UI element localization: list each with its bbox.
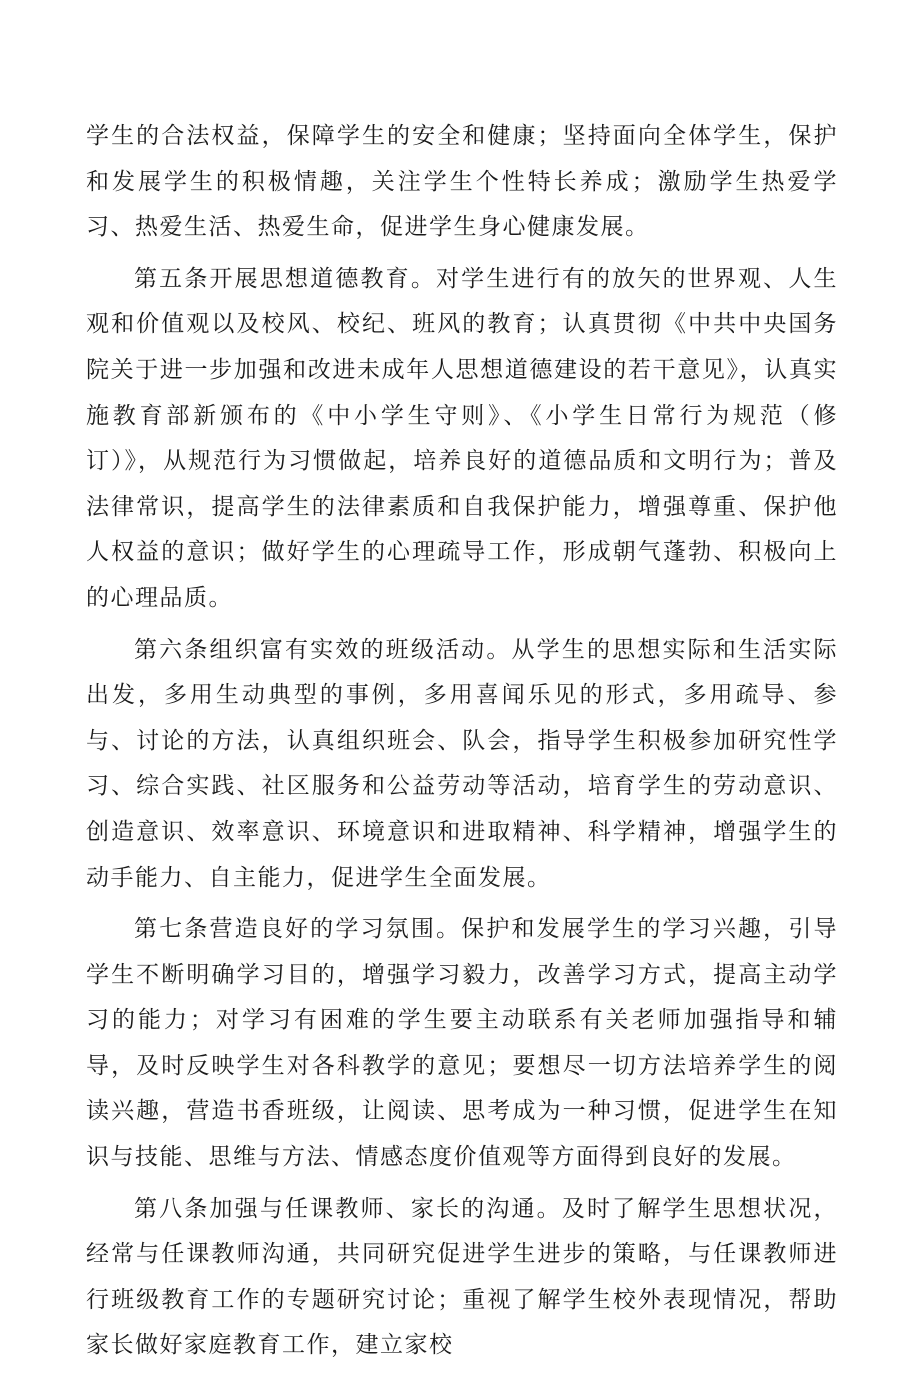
paragraph-article-5: 第五条开展思想道德教育。对学生进行有的放矢的世界观、人生观和价值观以及校风、校纪、班风的教育；认真贯彻《中共中央国务院关于进一步加强和改进未成年人思想道德建设的若干意见》，认真实施教育部新颁布的《中小学生守则》、《小学生日常行为规范（修订）》，从规范行为习惯做起，培养良好的道德品质和文明行为；普及法律常识，提高学生的法律素质和自我保护能力，增强尊重、保护他人权益的意识；做好学生的心理疏导工作，形成朝气蓬勃、积极向上的心理品质。: [86, 265, 838, 611]
paragraph-1-continued: 学生的合法权益，保障学生的安全和健康；坚持面向全体学生，保护和发展学生的积极情趣，关注学生个性特长养成；激励学生热爱学习、热爱生活、热爱生命，促进学生身心健康发展。: [86, 123, 838, 241]
document-page: [86, 114, 838, 1375]
paragraph-article-7: 第七条营造良好的学习氛围。保护和发展学生的学习兴趣，引导学生不断明确学习目的，增强学习毅力，改善学习方式，提高主动学习的能力；对学习有困难的学生要主动联系有关老师加强指导和辅导，及时反映学生对各科教学的意见；要想尽一切方法培养学生的阅读兴趣，营造书香班级，让阅读、思考成为一种习惯，促进学生在知识与技能、思维与方法、情感态度价值观等方面得到良好的发展。: [86, 916, 838, 1171]
paragraph-article-6: 第六条组织富有实效的班级活动。从学生的思想实际和生活实际出发，多用生动典型的事例，多用喜闻乐见的形式，多用疏导、参与、讨论的方法，认真组织班会、队会，指导学生积极参加研究性学习、综合实践、社区服务和公益劳动等活动，培育学生的劳动意识、创造意识、效率意识、环境意识和进取精神、科学精神，增强学生的动手能力、自主能力，促进学生全面发展。: [86, 636, 838, 891]
paragraph-article-8: 第八条加强与任课教师、家长的沟通。及时了解学生思想状况，经常与任课教师沟通，共同研究促进学生进步的策略，与任课教师进行班级教育工作的专题研究讨论；重视了解学生校外表现情况，帮助家长做好家庭教育工作，建立家校: [86, 1195, 838, 1359]
